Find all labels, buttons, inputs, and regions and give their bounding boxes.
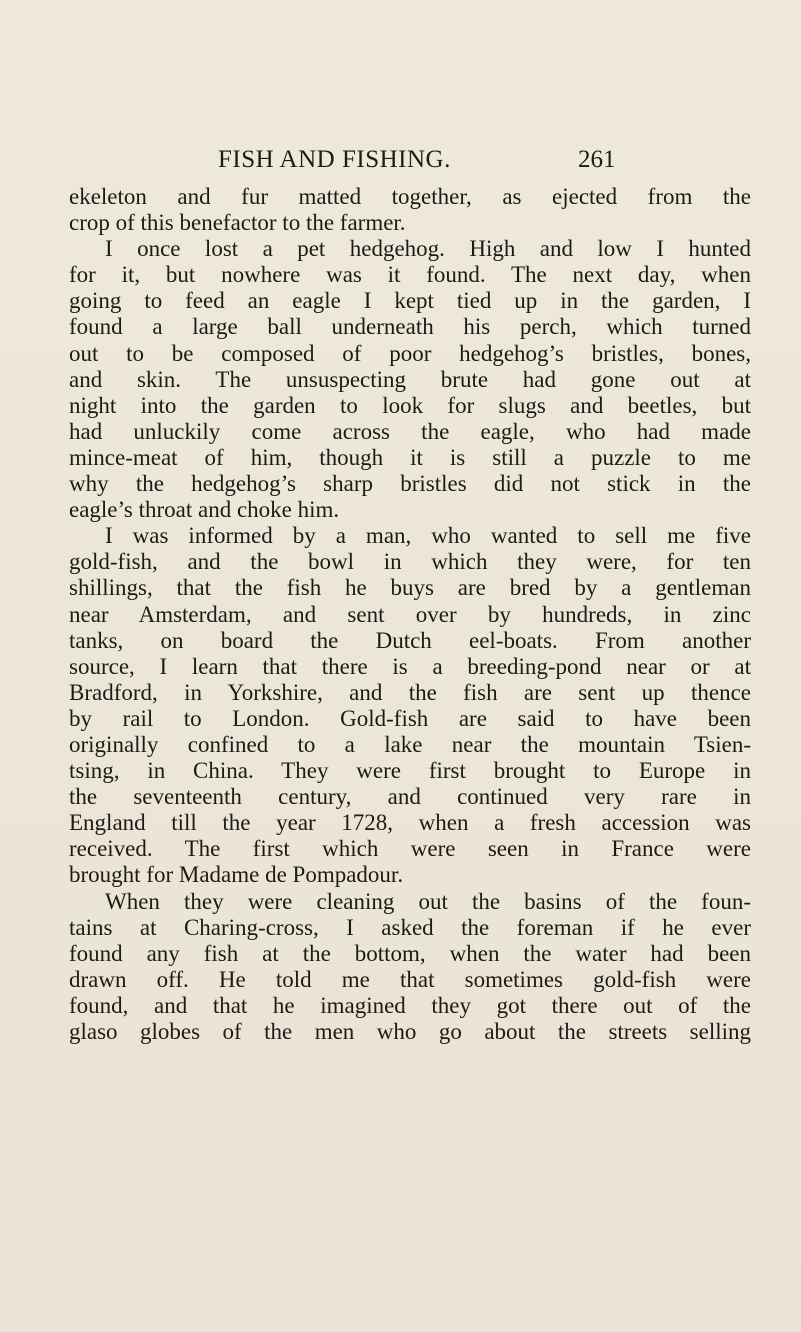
text-line: England till the year 1728, when a fresh accession was [69,810,751,836]
text-line: source, I learn that there is a breeding-pond near or at [69,653,751,679]
text-line: had unluckily come across the eagle, who had made [69,418,751,444]
text-line: tsing, in China. They were first brought to Europe in [69,758,751,784]
text-line: I once lost a pet hedgehog. High and low I hunted [105,236,751,262]
text-line: the seventeenth century, and continued very rare in [69,784,751,810]
text-line: glaso globes of the men who go about the streets selling [69,1019,751,1044]
text-line: tains at Charing-cross, I asked the foreman if he ever [69,914,751,940]
running-title: FISH AND FISHING. [218,146,451,173]
text-line: received. The first which were seen in France were [69,836,751,862]
text-line: tanks, on board the Dutch eel-boats. From another [69,627,751,653]
text-line: originally confined to a lake near the mountain Tsien- [69,731,751,757]
text-line: gold-fish, and the bowl in which they were, for ten [69,549,751,575]
text-line: and skin. The unsuspecting brute had gone out at [69,366,751,392]
text-line: ekeleton and fur matted together, as ejected from the [69,184,751,209]
text-line: Bradford, in Yorkshire, and the fish are sent up thence [69,679,751,705]
text-line: When they were cleaning out the basins of the foun- [105,888,751,914]
text-line: I was informed by a man, who wanted to sell me five [105,523,751,549]
page-number: 261 [578,146,616,173]
text-line: drawn off. He told me that sometimes gold-fish were [69,966,751,992]
text-line: found any fish at the bottom, when the water had been [69,940,751,966]
text-line: by rail to London. Gold-fish are said to have been [69,705,751,731]
text-line: found, and that he imagined they got there out of the [69,992,751,1018]
text-line: crop of this benefactor to the farmer. [69,210,406,236]
body-text [69,184,751,1045]
text-line: why the hedgehog’s sharp bristles did not stick in the [69,471,751,497]
text-line: brought for Madame de Pompadour. [69,862,404,888]
text-line: shillings, that the fish he buys are bred by a gentleman [69,575,751,601]
text-line: eagle’s throat and choke him. [69,497,340,523]
text-line: going to feed an eagle I kept tied up in the garden, I [69,288,751,314]
text-line: found a large ball underneath his perch, which turned [69,314,751,340]
running-head [0,146,801,180]
text-line: near Amsterdam, and sent over by hundreds, in zinc [69,601,751,627]
text-line: mince-meat of him, though it is still a puzzle to me [69,444,751,470]
text-line: night into the garden to look for slugs and beetles, but [69,392,751,418]
text-line: for it, but nowhere was it found. The next day, when [69,262,751,288]
text-line: out to be composed of poor hedgehog’s bristles, bones, [69,340,751,366]
